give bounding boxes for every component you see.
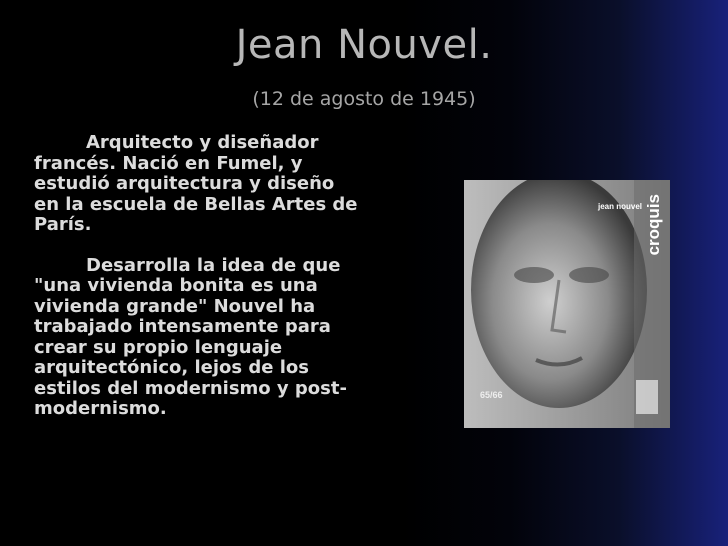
body-text	[34, 133, 414, 440]
cover-issue-text: 65/66	[480, 390, 503, 400]
magazine-cover-image	[464, 180, 670, 428]
paragraph-biography: Arquitecto y diseñador francés. Nació en Fumel, y estudió arquitectura y diseño en la escuela de Bellas Artes de París.	[34, 132, 358, 235]
cover-brand-text: croquis	[644, 194, 663, 256]
slide-subtitle: (12 de agosto de 1945)	[252, 88, 476, 110]
cover-name-text: jean nouvel	[597, 202, 642, 211]
paragraph-philosophy: Desarrolla la idea de que "una vivienda bonita es una vivienda grande" Nouvel ha trabajado intensamente para crear su propio lenguaje arquitectónico, lejos de los estilos del modernismo y post- modernismo.	[34, 254, 347, 419]
slide-title: Jean Nouvel.	[235, 22, 493, 68]
